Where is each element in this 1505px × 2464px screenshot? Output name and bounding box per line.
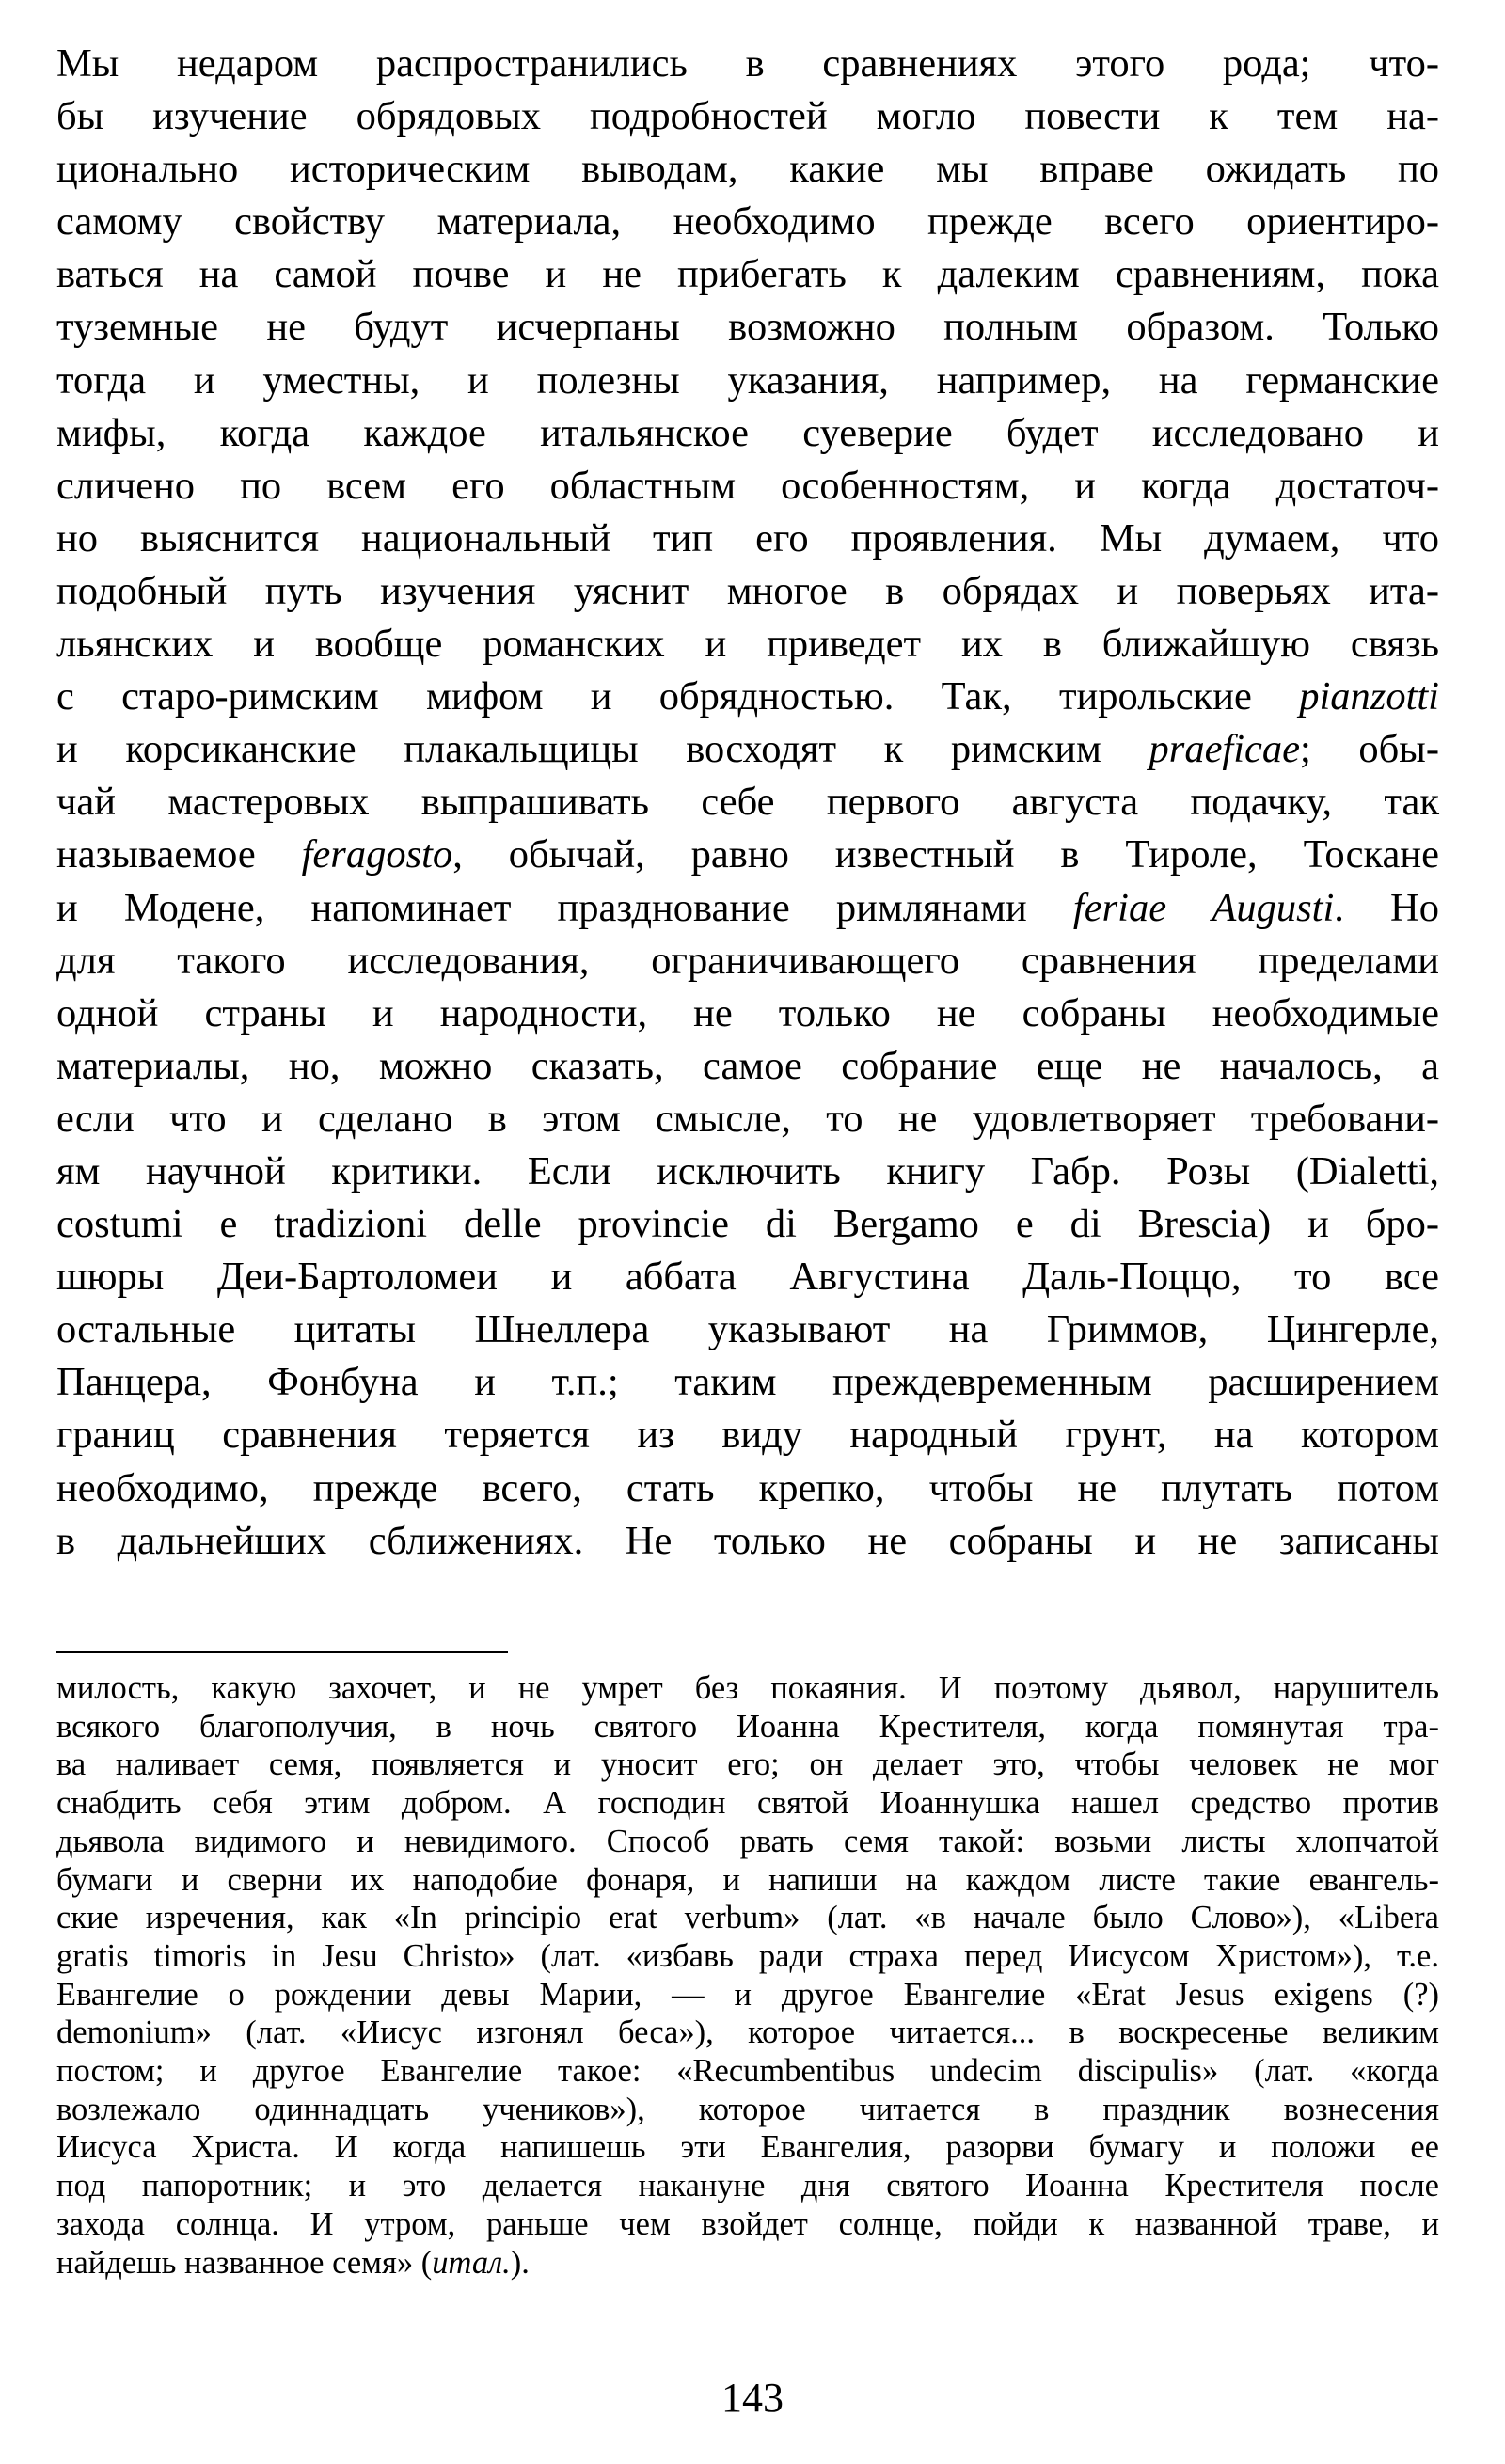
text-line: ям научной критики. Если исключить книгу Габр. Розы (Dialetti, xyxy=(56,1148,1439,1193)
footnote xyxy=(56,1669,1439,2282)
footnote-line: дьявола видимого и невидимого. Способ рвать семя такой: возьми листы хлопчатой xyxy=(56,1823,1439,1859)
main-text xyxy=(56,38,1439,1568)
text-line: остальные цитаты Шнеллера указывают на Гриммов, Цингерле, xyxy=(56,1307,1439,1352)
text-line: в дальнейших сближениях. Не только не собраны и не записаны xyxy=(56,1518,1439,1563)
text-line: необходимо, прежде всего, стать крепко, чтобы не плутать потом xyxy=(56,1465,1439,1510)
text-line: границ сравнения теряется из виду народный грунт, на котором xyxy=(56,1413,1439,1458)
text-line: Панцера, Фонбуна и т.п.; таким преждевременным расширением xyxy=(56,1360,1439,1405)
text-run: ; обы- xyxy=(1300,727,1440,772)
text-run: , обычай, равно известный в Тироле, Тоскане xyxy=(452,832,1439,877)
text-line: для такого исследования, ограничивающего сравнения пределами xyxy=(56,938,1439,983)
footnote-line: demonium» (лат. «Иисус изгонял беса»), которое читается... в воскресенье великим xyxy=(56,2014,1439,2051)
italic-term: итал. xyxy=(432,2244,511,2281)
footnote-line: возлежало одиннадцать учеников»), которое читается в праздник вознесения xyxy=(56,2091,1439,2127)
text-line: тогда и уместны, и полезны указания, например, на германские xyxy=(56,357,1439,403)
text-line xyxy=(56,723,1439,776)
italic-term: feriae Augusti xyxy=(1072,885,1335,930)
footnote-line: всякого благополучия, в ночь святого Иоанна Крестителя, когда помянутая тра- xyxy=(56,1708,1439,1745)
text-line: ционально историческим выводам, какие мы вправе ожидать по xyxy=(56,147,1439,192)
text-run: и корсиканские плакальщицы восходят к римским xyxy=(56,727,1149,772)
text-line: туземные не будут исчерпаны возможно полным образом. Только xyxy=(56,305,1439,350)
footnote-line: ва наливает семя, появляется и уносит его; он делает это, чтобы человек не мог xyxy=(56,1746,1439,1783)
page-number: 143 xyxy=(721,2375,784,2421)
text-line xyxy=(56,829,1439,881)
text-line: Мы недаром распространились в сравнениях этого рода; что- xyxy=(56,41,1439,86)
text-run: ). xyxy=(510,2244,530,2281)
text-line: чай мастеровых выпрашивать себе первого августа подачку, так xyxy=(56,780,1439,825)
footnote-line xyxy=(56,2244,1439,2282)
footnote-line: постом; и другое Евангелие такое: «Recumbentibus undecim discipulis» (лат. «когда xyxy=(56,2053,1439,2090)
text-line: самому свойству материала, необходимо прежде всего ориентиро- xyxy=(56,199,1439,245)
text-line: льянских и вообще романских и приведет их в ближайшую связь xyxy=(56,622,1439,667)
text-run: называемое xyxy=(56,832,302,877)
text-line: costumi e tradizioni delle provincie di Bergamo e di Brescia) и бро- xyxy=(56,1202,1439,1247)
italic-term: praeficae xyxy=(1149,727,1301,772)
text-line xyxy=(56,882,1439,935)
footnote-line: под папоротник; и это делается накануне дня святого Иоанна Крестителя после xyxy=(56,2168,1439,2204)
italic-term: feragosto xyxy=(301,832,453,877)
footnote-line: Евангелие о рождении девы Марии, — и другое Евангелие «Erat Jesus exigens (?) xyxy=(56,1976,1439,2013)
text-line: мифы, когда каждое итальянское суеверие будет исследовано и xyxy=(56,410,1439,455)
text-line: бы изучение обрядовых подробностей могло повести к тем на- xyxy=(56,94,1439,139)
footnote-line: снабдить себя этим добром. А господин святой Иоаннушка нашел средство против xyxy=(56,1785,1439,1822)
text-line: шюры Деи-Бартоломеи и аббата Августина Даль-Поццо, то все xyxy=(56,1255,1439,1300)
italic-term: pianzotti xyxy=(1299,674,1439,719)
text-run: и Модене, напоминает празднование римлянами xyxy=(56,885,1073,930)
text-line: ваться на самой почве и не прибегать к далеким сравнениям, пока xyxy=(56,252,1439,297)
text-line: одной страны и народности, не только не собраны необходимые xyxy=(56,990,1439,1035)
text-run: . Но xyxy=(1334,885,1439,930)
footnote-line: Иисуса Христа. И когда напишешь эти Евангелия, разорви бумагу и положи ее xyxy=(56,2129,1439,2166)
text-line: сличено по всем его областным особенностям, и когда достаточ- xyxy=(56,463,1439,508)
text-line: подобный путь изучения уяснит многое в обрядах и поверьях ита- xyxy=(56,568,1439,613)
footnote-line: ские изречения, как «In principio erat verbum» (лат. «в начале было Слово»), «Libera xyxy=(56,1900,1439,1936)
text-run: найдешь названное семя» ( xyxy=(56,2244,433,2281)
footnote-line: захода солнца. И утром, раньше чем взойдет солнце, пойди к названной траве, и xyxy=(56,2205,1439,2242)
footnote-line: gratis timoris in Jesu Christo» (лат. «избавь ради страха перед Иисусом Христом»), т.е. xyxy=(56,1937,1439,1974)
text-run: с старо-римским мифом и обрядностью. Так, тирольские xyxy=(56,674,1300,719)
text-line: но выяснится национальный тип его проявления. Мы думаем, что xyxy=(56,515,1439,561)
footnote-divider xyxy=(56,1651,508,1653)
text-line: если что и сделано в этом смысле, то не удовлетворяет требовани- xyxy=(56,1096,1439,1141)
footnote-line: милость, какую захочет, и не умрет без покаяния. И поэтому дьявол, нарушитель xyxy=(56,1670,1439,1706)
text-line: материалы, но, можно сказать, самое собрание еще не началось, а xyxy=(56,1043,1439,1088)
footnote-line: бумаги и сверни их наподобие фонаря, и напиши на каждом листе такие евангель- xyxy=(56,1861,1439,1898)
text-line xyxy=(56,671,1439,723)
